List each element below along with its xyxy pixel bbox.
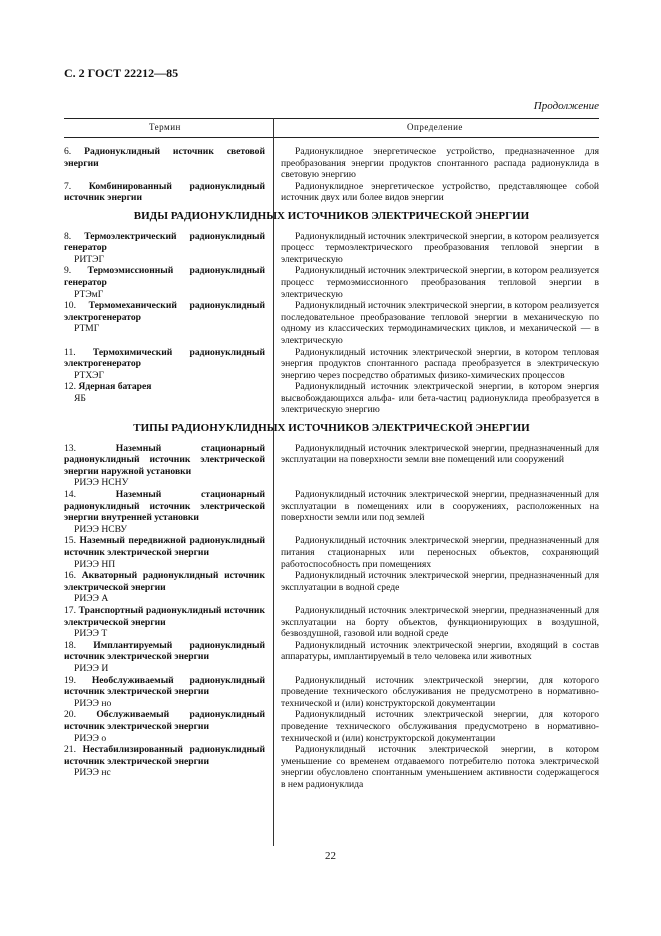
term-name: Наземный стационарный радионуклидный источник электрической энергии внутренней установки [64, 489, 265, 524]
block-general [64, 146, 599, 204]
term-abbreviation: РИЭЭ А [74, 593, 109, 605]
term-abbreviation: ЯБ [74, 392, 86, 404]
term-number: 8. [64, 230, 72, 242]
term-number: 17. [64, 604, 76, 616]
term-number: 18. [64, 639, 76, 651]
term-cell [64, 709, 273, 744]
definition-cell: Радионуклидный источник электрической энергии, в котором тепловая энергия продуктов спонтанного распада преобразуется в электрическую энергию через посредство обратимых физико-химических процессов [281, 346, 599, 381]
definition-cell: Радионуклидный источник электрической энергии, для которого проведение технического обслуживания предусмотрено в нормативно-технической и (или) конструкторской документации [281, 709, 599, 744]
term-number: 9. [64, 265, 72, 277]
term-abbreviation: РТЭмГ [74, 288, 104, 300]
term-abbreviation: РИЭЭ о [74, 732, 107, 744]
term-cell [64, 675, 273, 710]
term-number: 15. [64, 535, 76, 547]
term-cell [64, 489, 273, 535]
term-name: Транспортный радионуклидный источник электрической энергии [64, 604, 265, 628]
term-abbreviation: РТМГ [74, 323, 100, 335]
term-row [64, 489, 599, 535]
term-row [64, 744, 599, 790]
section-heading-kinds: ВИДЫ РАДИОНУКЛИДНЫХ ИСТОЧНИКОВ ЭЛЕКТРИЧЕСКОЙ ЭНЕРГИИ [133, 209, 530, 222]
term-row [64, 381, 599, 416]
term-number: 6. [64, 146, 72, 157]
term-cell [64, 744, 273, 790]
term-abbreviation: РИЭЭ Т [74, 628, 108, 640]
definition-cell: Радионуклидный источник электрической энергии, для которого проведение технического обслуживания не предусмотрено в нормативно-технической и (или) конструкторской документации [281, 674, 599, 709]
term-name: Термоэлектрический радионуклидный генератор [64, 230, 265, 254]
term-cell [64, 231, 273, 266]
term-number: 12. [64, 381, 76, 393]
terms-table [64, 146, 599, 790]
term-abbreviation: РИЭЭ И [74, 662, 109, 674]
term-name: Термоэмиссионный радионуклидный генератор [64, 265, 265, 288]
definition-cell: Радионуклидное энергетическое устройство, представляющее собой источник двух или более видов энергии [281, 180, 599, 204]
term-row [64, 570, 599, 605]
term-row [64, 535, 599, 570]
table-top-rule [64, 118, 599, 119]
term-row [64, 181, 599, 204]
definition-cell: Радионуклидный источник электрической энергии, в котором реализуется процесс термоэмиссионного преобразования тепловой энергии в электрическую [281, 265, 599, 300]
page-number: 22 [325, 850, 336, 862]
definition-cell: Радионуклидный источник электрической энергии, в котором реализуется процесс термоэлектрического преобразования тепловой энергии в электрическую [281, 230, 599, 265]
term-name: Имплантируемый радионуклидный источник электрической энергии [64, 639, 265, 663]
definition-cell: Радионуклидный источник электрической энергии, предназначенный для эксплуатации в помещениях или в сооружениях, расположенных на поверхности земли или под землей [281, 489, 599, 524]
term-abbreviation: РТХЭГ [74, 369, 104, 381]
term-cell [64, 570, 273, 605]
term-row [64, 146, 599, 181]
definition-cell: Радионуклидный источник электрической энергии, входящий в состав аппаратуры, имплантируемый в тело человека или животных [281, 639, 599, 663]
definition-cell: Радионуклидный источник электрической энергии, предназначенный для питания стационарных или переносных объектов, сохраняющий работоспособность при помещениях [281, 535, 599, 570]
term-row [64, 640, 599, 675]
term-cell [64, 181, 273, 204]
term-row [64, 231, 599, 266]
term-name: Ядерная батарея [78, 381, 152, 393]
block-types [64, 443, 599, 791]
term-number: 19. [64, 674, 76, 686]
term-cell [64, 443, 273, 489]
term-name: Термомеханический радионуклидный электрогенератор [64, 300, 265, 323]
term-cell [64, 265, 273, 300]
term-abbreviation: РИЭЭ НСВУ [74, 523, 128, 535]
term-row [64, 709, 599, 744]
definition-cell: Радионуклидный источник электрической энергии, предназначенный для эксплуатации на борту объектов, функционирующих в воздушной, безвоздушной, газовой или водной среде [281, 604, 599, 640]
term-name: Наземный передвижной радионуклидный источник электрической энергии [64, 535, 265, 558]
term-number: 21. [64, 744, 76, 756]
table-header-rule [64, 137, 599, 138]
definition-cell: Радионуклидный источник электрической энергии, предназначенный для эксплуатации на поверхности земли вне помещений или сооружений [281, 442, 599, 466]
term-cell [64, 300, 273, 346]
definition-cell: Радионуклидное энергетическое устройство, предназначенное для преобразования энергии продуктов спонтанного распада радионуклида в световую энергию [281, 146, 599, 181]
term-row [64, 265, 599, 300]
term-row [64, 300, 599, 346]
term-row [64, 443, 599, 489]
definition-cell: Радионуклидный источник электрической энергии, в котором энергия высвобождающихся альфа- или бета-частиц радионуклида преобразуется в электрическую энергию [281, 381, 599, 416]
column-header-definition: Определение [407, 122, 463, 132]
term-number: 13. [64, 442, 76, 454]
term-cell [64, 605, 273, 640]
term-name: Наземный стационарный радионуклидный источник электрической энергии наружной установки [64, 442, 265, 477]
term-cell [64, 381, 273, 416]
term-name: Акваторный радионуклидный источник электрической энергии [64, 570, 265, 593]
term-abbreviation: РИЭЭ НП [74, 558, 116, 570]
definition-cell: Радионуклидный источник электрической энергии, предназначенный для эксплуатации в водной среде [281, 570, 599, 593]
term-cell [64, 640, 273, 675]
section-heading-types: ТИПЫ РАДИОНУКЛИДНЫХ ИСТОЧНИКОВ ЭЛЕКТРИЧЕСКОЙ ЭНЕРГИИ [133, 422, 530, 435]
term-name: Термохимический радионуклидный электрогенератор [64, 346, 265, 370]
term-cell [64, 347, 273, 382]
term-name: Необслуживаемый радионуклидный источник электрической энергии [64, 674, 265, 698]
term-name: Комбинированный радионуклидный источник энергии [64, 180, 265, 204]
term-abbreviation: РИЭЭ но [74, 697, 112, 709]
term-name: Нестабилизированный радионуклидный источник электрической энергии [64, 744, 265, 767]
term-name: Радионуклидный источник световой энергии [64, 146, 265, 169]
page-header: С. 2 ГОСТ 22212—85 [64, 66, 179, 80]
block-kinds [64, 231, 599, 417]
term-number: 14. [64, 489, 76, 501]
definition-cell: Радионуклидный источник электрической энергии, в котором уменьшение со временем отдаваемого потребителю потока электрической энергии обусловлено спонтанным уменьшением активности содержащегося в нем радионуклида [281, 744, 599, 790]
term-row [64, 605, 599, 640]
term-abbreviation: РИТЭГ [74, 253, 105, 265]
term-number: 16. [64, 570, 76, 582]
continued-label: Продолжение [533, 100, 599, 112]
term-number: 11. [64, 346, 76, 358]
term-number: 10. [64, 300, 76, 312]
term-abbreviation: РИЭЭ нс [74, 767, 111, 779]
term-row [64, 347, 599, 382]
definition-cell: Радионуклидный источник электрической энергии, в котором реализуется последовательное преобразование тепловой энергии в механическую по одному из классических термодинамических циклов, и механической — в электрическую [281, 300, 599, 346]
term-name: Обслуживаемый радионуклидный источник электрической энергии [64, 709, 265, 732]
term-abbreviation: РИЭЭ НСНУ [74, 477, 129, 489]
term-number: 7. [64, 180, 72, 192]
term-row [64, 675, 599, 710]
term-cell [64, 535, 273, 570]
term-cell [64, 146, 273, 181]
term-number: 20. [64, 709, 76, 721]
column-header-term: Термин [149, 122, 181, 132]
